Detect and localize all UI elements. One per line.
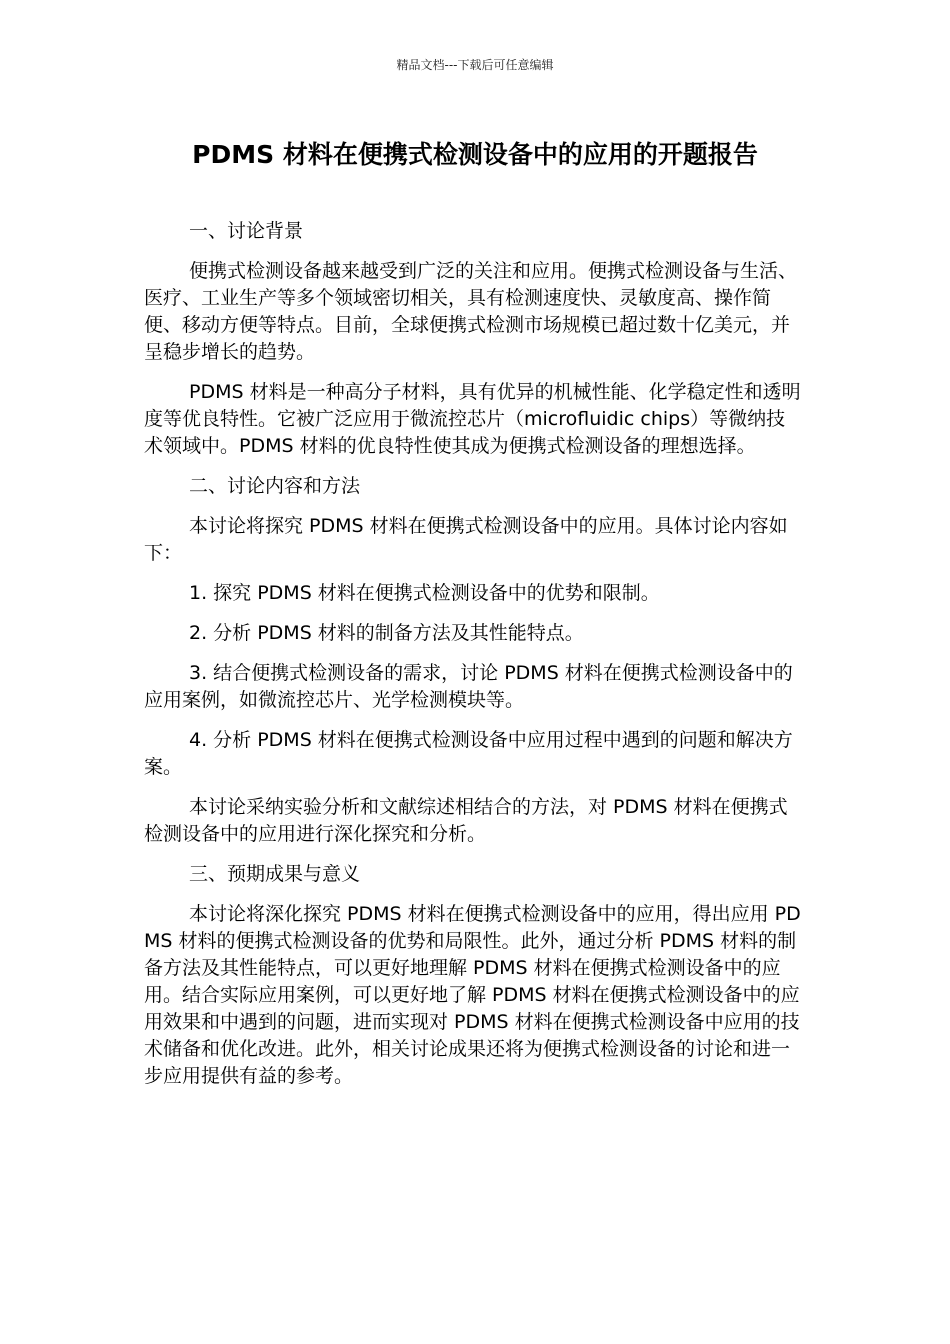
list-item-1: 1. 探究 PDMS 材料在便携式检测设备中的优势和限制。 — [189, 582, 660, 604]
list-item-3: 3. 结合便携式检测设备的需求，讨论 PDMS 材料在便携式检测设备中的应用案例，如微流控芯片、光学检测模块等。 — [144, 662, 793, 711]
paragraph-background-1: 便携式检测设备越来越受到广泛的关注和应用。便携式检测设备与生活、医疗、工业生产等多个领域密切相关，具有检测速度快、灵敏度高、操作简便、移动方便等特点。目前，全球便携式检测市场规模已超过数十亿美元，并呈稳步增长的趋势。 — [144, 260, 798, 363]
paragraph-outcomes: 本讨论将深化探究 PDMS 材料在便携式检测设备中的应用，得出应用 PDMS 材料的便携式检测设备的优势和局限性。此外，通过分析 PDMS 材料的制备方法及其性能特点，可以更好地理解 PDMS 材料在便携式检测设备中的应用。结合实际应用案例，可以更好地了解 PDMS 材料在便携式检测设备中的应用效果和中遇到的问题，进而实现对 PDMS 材料在便携式检测设备中应用的技术储备和优化改进。此外，相关讨论成果还将为便携式检测设备的讨论和进一步应用提供有益的参考。 — [144, 903, 801, 1087]
header-note: 精品文档---下载后可任意编辑 — [396, 58, 554, 72]
section-heading-background: 一、讨论背景 — [189, 220, 304, 242]
section-heading-content-methods: 二、讨论内容和方法 — [189, 475, 361, 497]
list-item-4: 4. 分析 PDMS 材料在便携式检测设备中应用过程中遇到的问题和解决方案。 — [144, 729, 793, 778]
document-body — [144, 218, 804, 1103]
list-item-2: 2. 分析 PDMS 材料的制备方法及其性能特点。 — [189, 622, 584, 644]
paragraph-content-intro: 本讨论将探究 PDMS 材料在便携式检测设备中的应用。具体讨论内容如下： — [144, 515, 788, 564]
paragraph-methods: 本讨论采纳实验分析和文献综述相结合的方法，对 PDMS 材料在便携式检测设备中的应用进行深化探究和分析。 — [144, 796, 788, 845]
section-heading-outcomes: 三、预期成果与意义 — [189, 863, 361, 885]
paragraph-background-2: PDMS 材料是一种高分子材料，具有优异的机械性能、化学稳定性和透明度等优良特性。它被广泛应用于微流控芯片（microfluidic chips）等微纳技术领域中。PDMS 材料的优良特性使其成为便携式检测设备的理想选择。 — [144, 381, 801, 457]
document-title: PDMS 材料在便携式检测设备中的应用的开题报告 — [192, 140, 758, 169]
